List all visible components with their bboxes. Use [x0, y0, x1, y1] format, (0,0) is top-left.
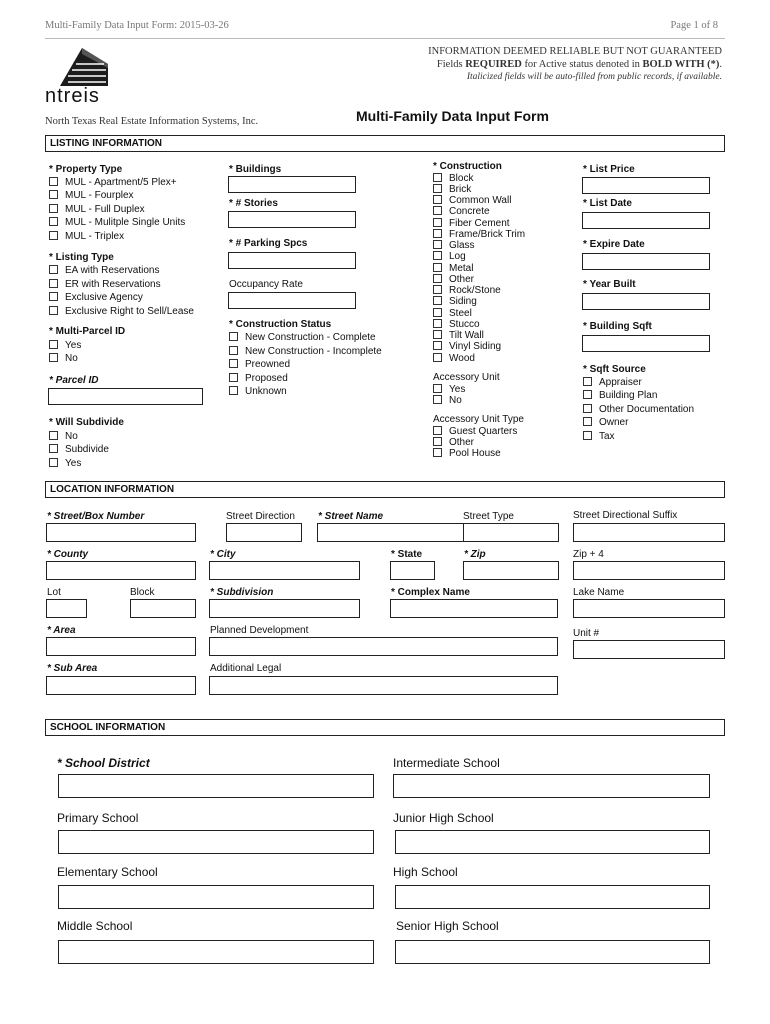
- school-section-header: SCHOOL INFORMATION: [45, 719, 725, 736]
- checkbox[interactable]: [49, 292, 58, 301]
- sqft-source-option[interactable]: [583, 404, 694, 415]
- org-name: North Texas Real Estate Information Systems, Inc.: [45, 116, 259, 127]
- checkbox[interactable]: [49, 306, 58, 315]
- option-label: New Construction - Complete: [245, 332, 376, 343]
- checkbox[interactable]: [433, 395, 442, 404]
- senior-high-school-input[interactable]: [395, 940, 710, 964]
- construction-option[interactable]: [433, 263, 473, 274]
- elementary-school-input[interactable]: [58, 885, 374, 909]
- option-label: Stucco: [449, 319, 480, 330]
- year-built-input[interactable]: [582, 293, 710, 310]
- option-label: MUL - Apartment/5 Plex+: [65, 177, 177, 188]
- construction-status-option[interactable]: [229, 386, 287, 397]
- will-subdivide-label: * Will Subdivide: [49, 417, 124, 428]
- listing-type-option[interactable]: [49, 265, 160, 276]
- building-sqft-input[interactable]: [582, 335, 710, 352]
- construction-option[interactable]: [433, 285, 501, 296]
- will-subdivide-option[interactable]: [49, 431, 78, 442]
- intermediate-school-input[interactable]: [393, 774, 710, 798]
- construction-option[interactable]: [433, 274, 474, 285]
- middle-school-label: Middle School: [57, 919, 133, 933]
- option-label: ER with Reservations: [65, 279, 161, 290]
- sqft-source-option[interactable]: [583, 377, 642, 388]
- senior-high-school-label: Senior High School: [396, 919, 499, 933]
- subdivision-label: * Subdivision: [210, 587, 274, 598]
- elementary-school-label: Elementary School: [57, 865, 158, 879]
- construction-option[interactable]: [433, 296, 477, 307]
- checkbox[interactable]: [433, 206, 442, 215]
- option-label: Frame/Brick Trim: [449, 229, 526, 240]
- option-label: Pool House: [449, 448, 501, 459]
- checkbox[interactable]: [433, 448, 442, 457]
- street-direction-input[interactable]: [226, 523, 302, 542]
- construction-option[interactable]: [433, 206, 490, 217]
- form-reference: Multi-Family Data Input Form: 2015-03-26: [45, 20, 229, 31]
- street-type-label: Street Type: [463, 511, 514, 522]
- checkbox[interactable]: [49, 217, 58, 226]
- occupancy-label: Occupancy Rate: [229, 279, 303, 290]
- list-date-label: * List Date: [583, 198, 632, 209]
- lake-name-label: Lake Name: [573, 587, 625, 598]
- option-label: Siding: [449, 296, 477, 307]
- construction-option[interactable]: [433, 251, 466, 262]
- checkbox[interactable]: [49, 231, 58, 240]
- accessory-unit-type-option[interactable]: [433, 437, 474, 448]
- sqft-source-option[interactable]: [583, 390, 657, 401]
- option-label: No: [449, 395, 462, 406]
- construction-option[interactable]: [433, 229, 525, 240]
- option-label: MUL - Fourplex: [65, 190, 134, 201]
- checkbox[interactable]: [49, 190, 58, 199]
- street-number-input[interactable]: [46, 523, 196, 542]
- construction-label: * Construction: [433, 161, 502, 172]
- sub-area-input[interactable]: [46, 676, 196, 695]
- checkbox[interactable]: [433, 229, 442, 238]
- construction-option[interactable]: [433, 218, 510, 229]
- lot-label: Lot: [47, 587, 61, 598]
- state-label: * State: [391, 549, 423, 560]
- checkbox[interactable]: [49, 431, 58, 440]
- property-type-label: * Property Type: [49, 164, 123, 175]
- option-label: Preowned: [245, 359, 291, 370]
- street-name-label: * Street Name: [318, 511, 384, 522]
- checkbox[interactable]: [433, 426, 442, 435]
- checkbox[interactable]: [49, 340, 58, 349]
- listing-type-option[interactable]: [49, 292, 143, 303]
- county-input[interactable]: [46, 561, 196, 580]
- required-note-bold: REQUIRED: [465, 59, 522, 70]
- construction-option[interactable]: [433, 240, 475, 251]
- zip-label: * Zip: [464, 549, 486, 560]
- city-label: * City: [210, 549, 236, 560]
- area-label: * Area: [47, 625, 76, 636]
- option-label: Unknown: [245, 386, 287, 397]
- will-subdivide-option[interactable]: [49, 458, 81, 469]
- option-label: New Construction - Incomplete: [245, 346, 382, 357]
- checkbox[interactable]: [433, 251, 442, 260]
- checkbox[interactable]: [229, 346, 238, 355]
- subdivision-input[interactable]: [209, 599, 360, 618]
- primary-school-label: Primary School: [57, 811, 139, 825]
- property-type-option[interactable]: [49, 231, 124, 242]
- construction-status-option[interactable]: [229, 332, 376, 343]
- checkbox[interactable]: [433, 319, 442, 328]
- required-note-bold-2: BOLD WITH (*): [642, 59, 720, 70]
- construction-option[interactable]: [433, 330, 484, 341]
- additional-legal-label: Additional Legal: [210, 663, 282, 674]
- high-school-input[interactable]: [395, 885, 710, 909]
- parcel-id-input[interactable]: [48, 388, 203, 405]
- unit-input[interactable]: [573, 640, 725, 659]
- checkbox[interactable]: [49, 177, 58, 186]
- checkbox[interactable]: [229, 332, 238, 341]
- construction-status-label: * Construction Status: [229, 319, 332, 330]
- option-label: No: [65, 353, 78, 364]
- option-label: No: [65, 431, 78, 442]
- option-label: Yes: [65, 458, 82, 469]
- italic-note: Italicized fields will be auto-filled from public records, if available.: [466, 72, 722, 82]
- accessory-unit-type-label: Accessory Unit Type: [433, 414, 524, 425]
- checkbox[interactable]: [433, 353, 442, 362]
- street-dir-suffix-input[interactable]: [573, 523, 725, 542]
- expire-date-input[interactable]: [582, 253, 710, 270]
- sub-area-label: * Sub Area: [47, 663, 98, 674]
- multi-parcel-option[interactable]: [49, 353, 78, 364]
- street-dir-suffix-label: Street Directional Suffix: [573, 510, 678, 521]
- building-sqft-label: * Building Sqft: [583, 321, 652, 332]
- checkbox[interactable]: [49, 444, 58, 453]
- construction-option[interactable]: [433, 319, 480, 330]
- option-label: Fiber Cement: [449, 218, 510, 229]
- junior-high-school-input[interactable]: [395, 830, 710, 854]
- checkbox[interactable]: [49, 265, 58, 274]
- listing-type-option[interactable]: [49, 306, 194, 317]
- accessory-unit-label: Accessory Unit: [433, 372, 500, 383]
- option-label: Log: [449, 251, 466, 262]
- area-input[interactable]: [46, 637, 196, 656]
- page-number: Page 1 of 8: [670, 20, 718, 31]
- list-price-label: * List Price: [583, 164, 635, 175]
- option-label: Steel: [449, 308, 472, 319]
- option-label: Block: [449, 173, 474, 184]
- construction-option[interactable]: [433, 184, 471, 195]
- county-label: * County: [47, 549, 89, 560]
- option-label: MUL - Mulitple Single Units: [65, 217, 186, 228]
- sqft-source-label: * Sqft Source: [583, 364, 646, 375]
- property-type-option[interactable]: [49, 204, 145, 215]
- option-label: Proposed: [245, 373, 288, 384]
- option-label: Wood: [449, 353, 475, 364]
- option-label: Tilt Wall: [449, 330, 484, 341]
- required-note-end: .: [719, 59, 722, 70]
- lake-name-input[interactable]: [573, 599, 725, 618]
- disclaimer: INFORMATION DEEMED RELIABLE BUT NOT GUARANTEED: [428, 46, 722, 57]
- checkbox[interactable]: [433, 341, 442, 350]
- checkbox[interactable]: [433, 195, 442, 204]
- checkbox[interactable]: [49, 204, 58, 213]
- block-label: Block: [130, 587, 155, 598]
- location-section-header: LOCATION INFORMATION: [45, 481, 725, 498]
- checkbox[interactable]: [433, 308, 442, 317]
- sqft-source-option[interactable]: [583, 417, 628, 428]
- school-district-label: * School District: [57, 756, 150, 770]
- option-label: MUL - Triplex: [65, 231, 125, 242]
- option-label: Yes: [65, 340, 82, 351]
- construction-status-option[interactable]: [229, 359, 290, 370]
- parking-label: * # Parking Spcs: [229, 238, 308, 249]
- buildings-label: * Buildings: [229, 164, 282, 175]
- intermediate-school-label: Intermediate School: [393, 756, 500, 770]
- unit-label: Unit #: [573, 628, 600, 639]
- checkbox[interactable]: [229, 386, 238, 395]
- multi-parcel-label: * Multi-Parcel ID: [49, 326, 126, 337]
- form-title: Multi-Family Data Input Form: [356, 108, 549, 124]
- construction-option[interactable]: [433, 308, 472, 319]
- header-divider: [45, 38, 725, 39]
- option-label: Tax: [599, 431, 615, 442]
- city-input[interactable]: [209, 561, 360, 580]
- block-input[interactable]: [130, 599, 196, 618]
- school-district-input[interactable]: [58, 774, 374, 798]
- zip-input[interactable]: [463, 561, 559, 580]
- listing-type-option[interactable]: [49, 279, 161, 290]
- year-built-label: * Year Built: [583, 279, 636, 290]
- checkbox[interactable]: [433, 218, 442, 227]
- checkbox[interactable]: [49, 353, 58, 362]
- accessory-unit-option[interactable]: [433, 384, 465, 395]
- construction-option[interactable]: [433, 353, 475, 364]
- accessory-unit-option[interactable]: [433, 395, 462, 406]
- checkbox[interactable]: [433, 330, 442, 339]
- junior-high-school-label: Junior High School: [393, 811, 494, 825]
- required-note: [437, 59, 722, 70]
- option-label: Exclusive Agency: [65, 292, 143, 303]
- primary-school-input[interactable]: [58, 830, 374, 854]
- checkbox[interactable]: [433, 263, 442, 272]
- checkbox[interactable]: [583, 431, 592, 440]
- multi-parcel-option[interactable]: [49, 340, 81, 351]
- street-direction-label: Street Direction: [226, 511, 295, 522]
- checkbox[interactable]: [433, 437, 442, 446]
- option-label: Common Wall: [449, 195, 512, 206]
- stories-label: * # Stories: [229, 198, 278, 209]
- option-label: MUL - Full Duplex: [65, 204, 145, 215]
- checkbox[interactable]: [49, 458, 58, 467]
- sqft-source-option[interactable]: [583, 431, 615, 442]
- additional-legal-input[interactable]: [209, 676, 558, 695]
- property-type-option[interactable]: [49, 177, 177, 188]
- listing-section-header: LISTING INFORMATION: [45, 135, 725, 152]
- option-label: Other: [449, 437, 475, 448]
- street-type-input[interactable]: [463, 523, 559, 542]
- planned-dev-label: Planned Development: [210, 625, 309, 636]
- complex-name-input[interactable]: [390, 599, 558, 618]
- expire-date-label: * Expire Date: [583, 239, 645, 250]
- checkbox[interactable]: [433, 240, 442, 249]
- listing-type-label: * Listing Type: [49, 252, 114, 263]
- checkbox[interactable]: [583, 417, 592, 426]
- buildings-input[interactable]: [228, 176, 356, 193]
- checkbox[interactable]: [49, 279, 58, 288]
- required-note-text: Fields: [436, 59, 463, 70]
- required-note-text-2: for Active status denoted in: [524, 59, 640, 70]
- middle-school-input[interactable]: [58, 940, 374, 964]
- checkbox[interactable]: [583, 390, 592, 399]
- option-label: Guest Quarters: [449, 426, 518, 437]
- option-label: Building Plan: [599, 390, 658, 401]
- accessory-unit-type-option[interactable]: [433, 448, 501, 459]
- state-input[interactable]: [390, 561, 435, 580]
- list-date-input[interactable]: [582, 212, 710, 229]
- option-label: EA with Reservations: [65, 265, 160, 276]
- parking-input[interactable]: [228, 252, 356, 269]
- option-label: Glass: [449, 240, 475, 251]
- property-type-option[interactable]: [49, 190, 134, 201]
- option-label: Other Documentation: [599, 404, 695, 415]
- complex-name-label: * Complex Name: [391, 587, 470, 598]
- checkbox[interactable]: [433, 296, 442, 305]
- property-type-option[interactable]: [49, 217, 185, 228]
- logo-wordmark: ntreis: [45, 85, 100, 107]
- checkbox[interactable]: [433, 384, 442, 393]
- checkbox[interactable]: [229, 359, 238, 368]
- occupancy-input[interactable]: [228, 292, 356, 309]
- construction-option[interactable]: [433, 341, 501, 352]
- checkbox[interactable]: [433, 173, 442, 182]
- option-label: Yes: [449, 384, 466, 395]
- street-number-label: * Street/Box Number: [47, 511, 145, 522]
- construction-option[interactable]: [433, 195, 511, 206]
- option-label: Exclusive Right to Sell/Lease: [65, 306, 194, 317]
- list-price-input[interactable]: [582, 177, 710, 194]
- checkbox[interactable]: [433, 285, 442, 294]
- option-label: Metal: [449, 263, 474, 274]
- option-label: Brick: [449, 184, 472, 195]
- option-label: Concrete: [449, 206, 490, 217]
- high-school-label: High School: [393, 865, 458, 879]
- zip4-label: Zip + 4: [573, 549, 604, 560]
- checkbox[interactable]: [433, 274, 442, 283]
- stories-input[interactable]: [228, 211, 356, 228]
- option-label: Subdivide: [65, 444, 109, 455]
- option-label: Owner: [599, 417, 629, 428]
- checkbox[interactable]: [433, 184, 442, 193]
- option-label: Appraiser: [599, 377, 642, 388]
- parcel-id-label: * Parcel ID: [49, 375, 99, 386]
- planned-dev-input[interactable]: [209, 637, 558, 656]
- zip4-input[interactable]: [573, 561, 725, 580]
- option-label: Rock/Stone: [449, 285, 501, 296]
- option-label: Other: [449, 274, 475, 285]
- will-subdivide-option[interactable]: [49, 444, 109, 455]
- construction-status-option[interactable]: [229, 346, 382, 357]
- construction-option[interactable]: [433, 173, 473, 184]
- option-label: Vinyl Siding: [449, 341, 502, 352]
- construction-status-option[interactable]: [229, 373, 288, 384]
- checkbox[interactable]: [583, 377, 592, 386]
- checkbox[interactable]: [229, 373, 238, 382]
- lot-input[interactable]: [46, 599, 87, 618]
- accessory-unit-type-option[interactable]: [433, 426, 517, 437]
- checkbox[interactable]: [583, 404, 592, 413]
